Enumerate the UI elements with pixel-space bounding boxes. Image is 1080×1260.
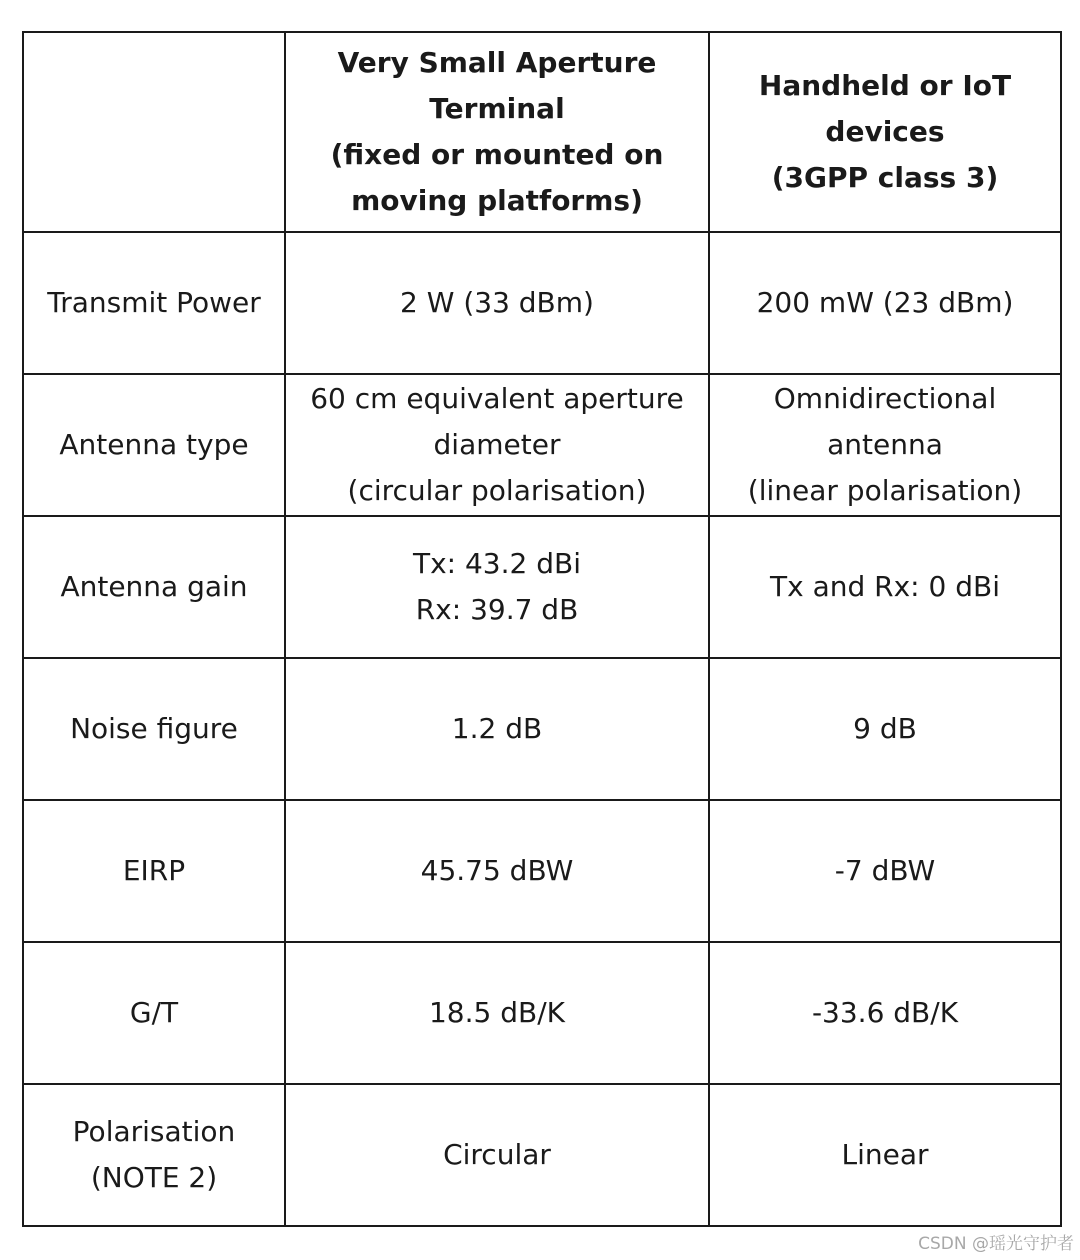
vsat-value: 2 W (33 dBm) xyxy=(285,232,709,374)
header-corner-cell xyxy=(23,32,285,232)
table-row xyxy=(23,658,1061,800)
row-label: Noise figure xyxy=(23,658,285,800)
table-row xyxy=(23,1084,1061,1226)
vsat-value: 18.5 dB/K xyxy=(285,942,709,1084)
handheld-value: 9 dB xyxy=(709,658,1061,800)
header-vsat: Very Small Aperture Terminal (fixed or mounted on moving platforms) xyxy=(285,32,709,232)
table-row xyxy=(23,374,1061,516)
handheld-value: -33.6 dB/K xyxy=(709,942,1061,1084)
vsat-value: 1.2 dB xyxy=(285,658,709,800)
table-row xyxy=(23,942,1061,1084)
table-row xyxy=(23,516,1061,658)
table-row xyxy=(23,800,1061,942)
row-label: G/T xyxy=(23,942,285,1084)
row-label: Transmit Power xyxy=(23,232,285,374)
row-label: Antenna gain xyxy=(23,516,285,658)
vsat-value: 60 cm equivalent aperture diameter (circular polarisation) xyxy=(285,374,709,516)
handheld-value: 200 mW (23 dBm) xyxy=(709,232,1061,374)
row-label: Polarisation (NOTE 2) xyxy=(23,1084,285,1226)
table-header-row xyxy=(23,32,1061,232)
watermark: CSDN @瑶光守护者 xyxy=(918,1234,1074,1254)
handheld-value: Omnidirectional antenna (linear polarisation) xyxy=(709,374,1061,516)
table-row xyxy=(23,232,1061,374)
handheld-value: -7 dBW xyxy=(709,800,1061,942)
row-label: EIRP xyxy=(23,800,285,942)
row-label: Antenna type xyxy=(23,374,285,516)
handheld-value: Linear xyxy=(709,1084,1061,1226)
vsat-value: 45.75 dBW xyxy=(285,800,709,942)
handheld-value: Tx and Rx: 0 dBi xyxy=(709,516,1061,658)
vsat-value: Circular xyxy=(285,1084,709,1226)
vsat-value: Tx: 43.2 dBi Rx: 39.7 dB xyxy=(285,516,709,658)
header-handheld: Handheld or IoT devices (3GPP class 3) xyxy=(709,32,1061,232)
spec-table xyxy=(22,31,1062,1227)
